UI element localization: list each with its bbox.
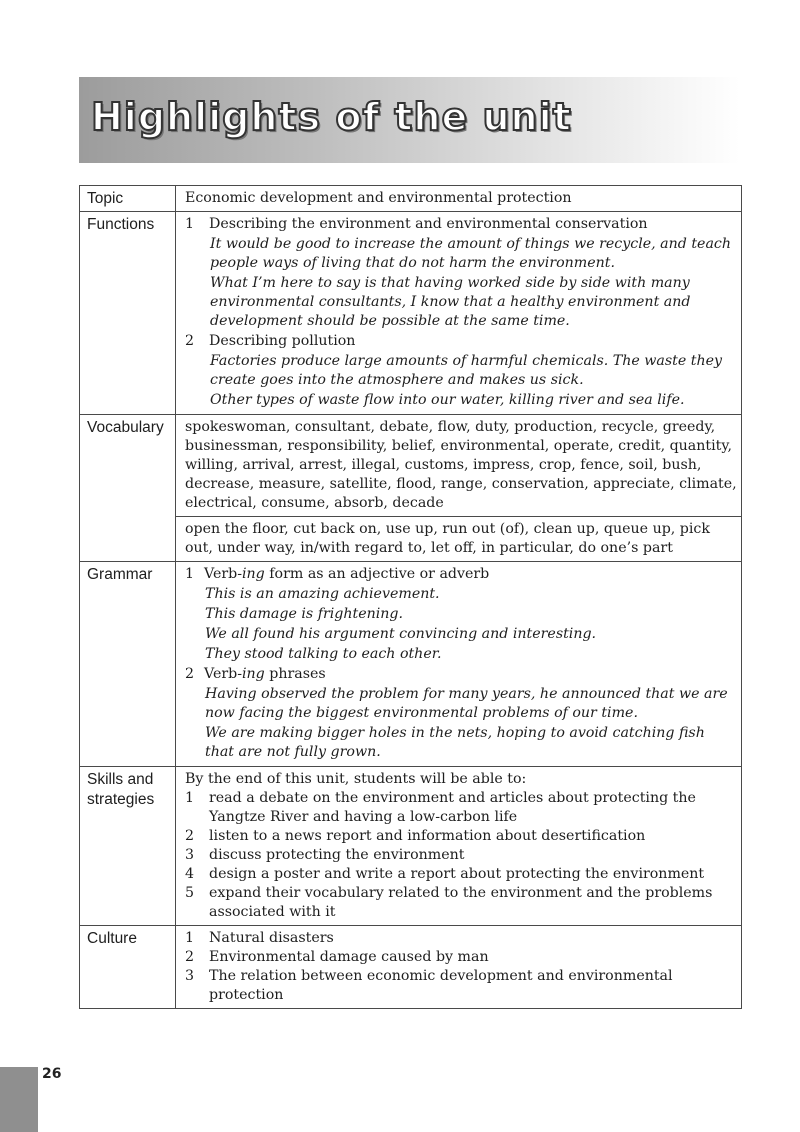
skills-intro: By the end of this unit, students will be able to: xyxy=(185,771,527,787)
culture-content xyxy=(176,926,742,1009)
function-title: Describing pollution xyxy=(209,333,356,349)
grammar-title-pre: Verb- xyxy=(204,566,242,582)
skills-label-line1: Skills and xyxy=(87,771,154,788)
skill-text: design a poster and write a report about protecting the environment xyxy=(209,866,705,882)
culture-text: Natural disasters xyxy=(209,930,334,946)
item-number: 2 xyxy=(185,828,195,844)
example-sentence: Other types of waste flow into our water, killing river and sea life. xyxy=(210,392,685,408)
grammar-title xyxy=(204,565,737,584)
highlights-table xyxy=(79,185,742,1009)
skills-row xyxy=(80,767,742,926)
function-item xyxy=(185,215,737,234)
banner-title: Highlights of the unit xyxy=(91,95,572,139)
item-number: 3 xyxy=(185,847,195,863)
function-title: Describing the environment and environmental conservation xyxy=(209,216,648,232)
functions-label: Functions xyxy=(80,212,176,415)
example-sentence: They stood talking to each other. xyxy=(205,646,442,662)
item-number: 3 xyxy=(185,968,195,984)
item-number: 1 xyxy=(185,930,195,946)
grammar-row xyxy=(80,562,742,767)
example-sentence: Factories produce large amounts of harmful chemicals. The waste they create goes into the atmosphere and makes us sick. xyxy=(210,353,723,388)
item-number: 2 xyxy=(185,949,195,965)
grammar-item xyxy=(185,665,737,684)
grammar-title xyxy=(204,665,737,684)
item-number: 1 xyxy=(185,566,195,582)
culture-item xyxy=(185,948,737,967)
skill-item xyxy=(185,865,737,884)
topic-row xyxy=(80,186,742,212)
grammar-title-post: phrases xyxy=(264,666,326,682)
skill-item xyxy=(185,846,737,865)
vocabulary-phrases-row xyxy=(80,517,742,562)
skill-text: read a debate on the environment and articles about protecting the Yangtze River and having a low-carbon life xyxy=(209,790,696,825)
skill-item xyxy=(185,827,737,846)
skills-label-line2: strategies xyxy=(87,791,155,808)
culture-text: Environmental damage caused by man xyxy=(209,949,489,965)
vocabulary-words: spokeswoman, consultant, debate, flow, duty, production, recycle, greedy, businessman, responsibility, belief, environmental, operate, credit, quantity, willing, arrival, arrest, illegal, customs, impress, crop, fence, soil, bush, decrease, measure, satellite, flood, range, conservation, appreciate, climate, electrical, consume, absorb, decade xyxy=(176,415,742,517)
grammar-title-pre: Verb- xyxy=(204,666,242,682)
grammar-label: Grammar xyxy=(80,562,176,767)
item-number: 2 xyxy=(185,666,195,682)
item-number: 1 xyxy=(185,790,195,806)
example-sentence: What I’m here to say is that having worked side by side with many environmental consultants, I know that a healthy environment and development should be possible at the same time. xyxy=(210,275,691,329)
grammar-content xyxy=(176,562,742,767)
item-number: 2 xyxy=(185,333,195,349)
culture-label: Culture xyxy=(80,926,176,1009)
topic-value: Economic development and environmental protection xyxy=(176,186,742,212)
function-item xyxy=(185,332,737,351)
example-sentence: This damage is frightening. xyxy=(205,606,403,622)
culture-item xyxy=(185,967,737,1005)
item-number: 1 xyxy=(185,216,195,232)
grammar-title-ing: ing xyxy=(242,566,265,582)
skill-text: expand their vocabulary related to the environment and the problems associated with it xyxy=(209,885,713,920)
grammar-title-post: form as an adjective or adverb xyxy=(264,566,490,582)
skills-content xyxy=(176,767,742,926)
functions-row xyxy=(80,212,742,415)
culture-text: The relation between economic development and environmental protection xyxy=(209,968,673,1003)
unit-banner xyxy=(79,77,740,163)
example-sentence: Having observed the problem for many years, he announced that we are now facing the biggest environmental problems of our time. xyxy=(205,686,728,721)
grammar-title-ing: ing xyxy=(242,666,265,682)
example-sentence: We all found his argument convincing and interesting. xyxy=(205,626,597,642)
skill-item xyxy=(185,884,737,922)
item-number: 4 xyxy=(185,866,195,882)
skill-text: discuss protecting the environment xyxy=(209,847,465,863)
culture-row xyxy=(80,926,742,1009)
vocabulary-phrases: open the floor, cut back on, use up, run out (of), clean up, queue up, pick out, under way, in/with regard to, let off, in particular, do one’s part xyxy=(176,517,742,562)
functions-content xyxy=(176,212,742,415)
example-sentence: It would be good to increase the amount of things we recycle, and teach people ways of living that do not harm the environment. xyxy=(210,236,731,271)
page-number: 26 xyxy=(42,1066,62,1082)
culture-item xyxy=(185,929,737,948)
skill-text: listen to a news report and information about desertification xyxy=(209,828,646,844)
grammar-item xyxy=(185,565,737,584)
page-number-tab xyxy=(0,1067,38,1132)
item-number: 5 xyxy=(185,885,195,901)
skill-item xyxy=(185,789,737,827)
vocabulary-label: Vocabulary xyxy=(80,415,176,562)
topic-label: Topic xyxy=(80,186,176,212)
example-sentence: We are making bigger holes in the nets, hoping to avoid catching fish that are not fully grown. xyxy=(205,725,705,760)
vocabulary-row xyxy=(80,415,742,517)
example-sentence: This is an amazing achievement. xyxy=(205,586,440,602)
skills-label xyxy=(80,767,176,926)
